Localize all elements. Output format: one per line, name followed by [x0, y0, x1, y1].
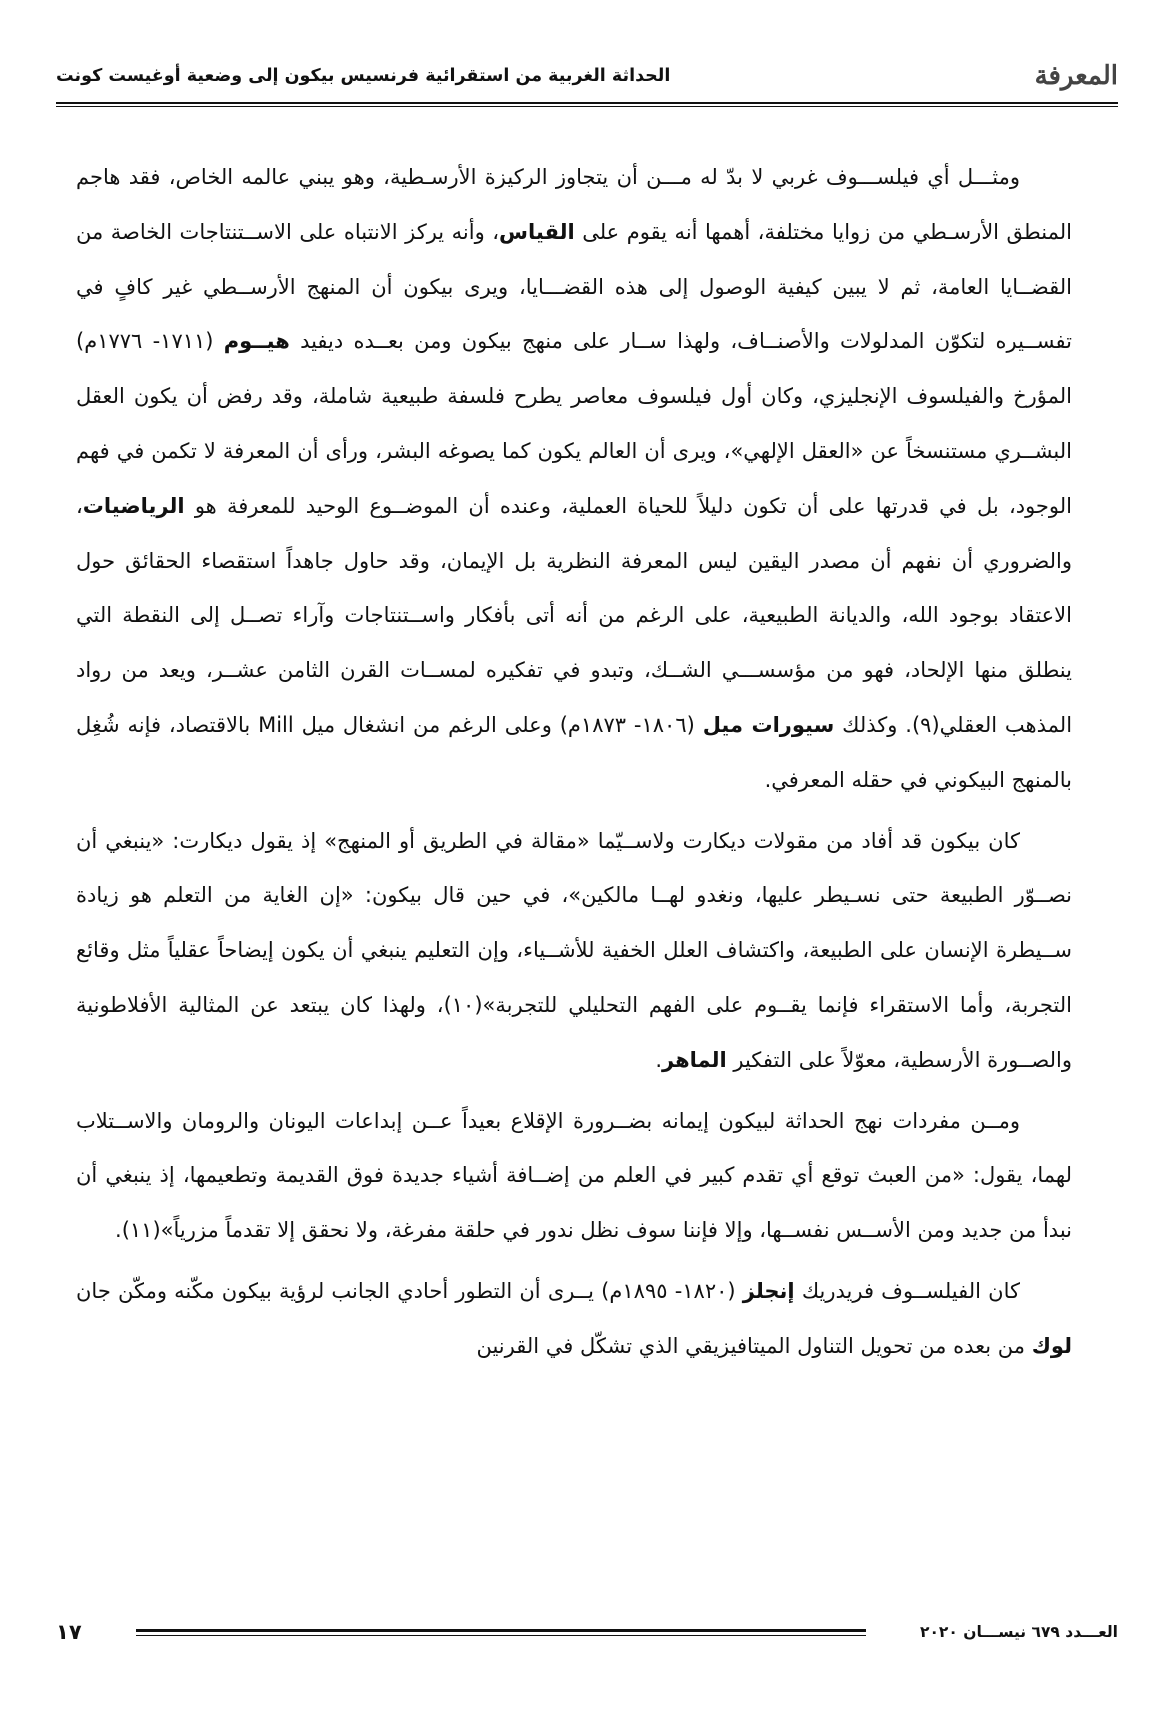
- page-header: [56, 52, 1118, 100]
- text-run: ، وأنه يركز الانتباه على الاســتنتاجات الخاصة من القضــايا العامة، ثم لا يبين كيفية الوصول إلى هذه القضـــايا، ويرى بيكون أن المنهج الأرســطي غير كافٍ في تفســيره لتكوّن المدلولات والأصنــاف، ولهذا ســار على منهج بيكون ومن بعــده ديفيد: [76, 219, 1072, 354]
- bold-term: الماهر: [662, 1047, 727, 1072]
- text-run: كان بيكون قد أفاد من مقولات ديكارت ولاســيّما «مقالة في الطريق أو المنهج» إذ يقول ديكارت: «ينبغي أن نصــوّر الطبيعة حتى نسـيطر عليها، ونغدو لهــا مالكين»، في حين قال بيكون: «إن الغاية من التعلم هو زيادة ســيطرة الإنسان على الطبيعة، واكتشاف العلل الخفية للأشــياء، وإن التعليم ينبغي أن يكون إيضاحاً عقلياً مثل وقائع التجربة، وأما الاستقراء فإنما يقــوم على الفهم التحليلي للتجربة»(١٠)، ولهذا كان يبتعد عن المثالية الأفلاطونية والصــورة الأرسطية، معوّلاً على التفكير: [76, 828, 1072, 1072]
- issue-info: العـــدد ٦٧٩ نيســـان ٢٠٢٠: [920, 1623, 1118, 1641]
- text-run: من بعده من تحويل التناول الميتافيزيقي الذي تشكّل في القرنين: [476, 1333, 1032, 1358]
- bold-term: لوك: [1031, 1333, 1072, 1358]
- text-run: ومــن مفردات نهج الحداثة لبيكون إيمانه بضــرورة الإقلاع بعيداً عــن إبداعات اليونان والرومان والاســتلاب لهما، يقول: «من العبث توقع أي تقدم كبير في العلم من إضــافة أشياء جديدة فوق القديمة وتطعيمها، إذ ينبغي أن نبدأ من جديد ومن الأســس نفســها، وإلا فإننا سوف نظل ندور في حلقة مفرغة، ولا نحقق إلا تقدماً مزرياً»(١١).: [76, 1108, 1072, 1243]
- paragraph-1: [76, 150, 1072, 808]
- article-body: [76, 150, 1072, 1380]
- paragraph-2: [76, 814, 1072, 1088]
- running-title: الحداثة الغربية من استقرائية فرنسيس بيكون إلى وضعية أوغيست كونت: [56, 66, 671, 86]
- page-number: ١٧: [56, 1620, 82, 1644]
- bold-term: سيورات ميل: [702, 712, 835, 737]
- text-run: (١٧١١- ١٧٧٦م) المؤرخ والفيلسوف الإنجليزي، وكان أول فيلسوف معاصر يطرح فلسفة طبيعية شاملة، وقد رفض أن يكون العقل البشــري مستنسخاً عن «العقل الإلهي»، ويرى أن العالم يكون كما يصوغه البشر، ورأى أن المعرفة لا تكمن في فهم الوجود، بل في قدرتها على أن تكون دليلاً للحياة العملية، وعنده أن الموضــوع الوحيد للمعرفة هو: [76, 329, 1072, 518]
- text-run: (١٨٢٠- ١٨٩٥م) يــرى أن التطور أحادي الجانب لرؤية بيكون مكّنه ومكّن جان: [76, 1278, 743, 1303]
- bold-term: القياس: [499, 219, 575, 244]
- text-run: كان الفيلســوف فريدريك: [794, 1278, 1020, 1303]
- bold-term: هيــوم: [223, 329, 290, 354]
- paragraph-3: [76, 1094, 1072, 1258]
- bold-term: إنجلز: [742, 1278, 795, 1303]
- footer-rule: [136, 1629, 866, 1636]
- text-run: (١٨٠٦- ١٨٧٣م) وعلى الرغم من انشغال ميل Mill بالاقتصاد، فإنه شُغِل بالمنهج البيكوني في حقله المعرفي.: [76, 712, 1072, 792]
- header-rule: [56, 102, 1118, 107]
- text-run: .: [655, 1047, 663, 1072]
- text-run: ، والضروري أن نفهم أن مصدر اليقين ليس المعرفة النظرية بل الإيمان، وقد حاول جاهداً استقصاء الحقائق حول الاعتقاد بوجود الله، والديانة الطبيعية، على الرغم من أنه أتى بأفكار واســتنتاجات وآراء تصــل إلى النقطة التي ينطلق منها الإلحاد، فهو من مؤسســـي الشــك، وتبدو في تفكيره لمســات القرن الثامن عشــر، ويعد من رواد المذهب العقلي(٩). وكذلك: [76, 493, 1073, 737]
- paragraph-4: [76, 1264, 1072, 1374]
- bold-term: الرياضيات: [82, 493, 185, 518]
- page-footer: [56, 1612, 1118, 1652]
- text-run: ومثـــل أي فيلســـوف غربي لا بدّ له مـــن أن يتجاوز الركيزة الأرسـطية، وهو يبني عالمه الخاص، فقد هاجم المنطق الأرسـطي من زوايا مختلفة، أهمها أنه يقوم على: [76, 165, 1072, 244]
- magazine-logo: المعرفة: [1034, 61, 1118, 91]
